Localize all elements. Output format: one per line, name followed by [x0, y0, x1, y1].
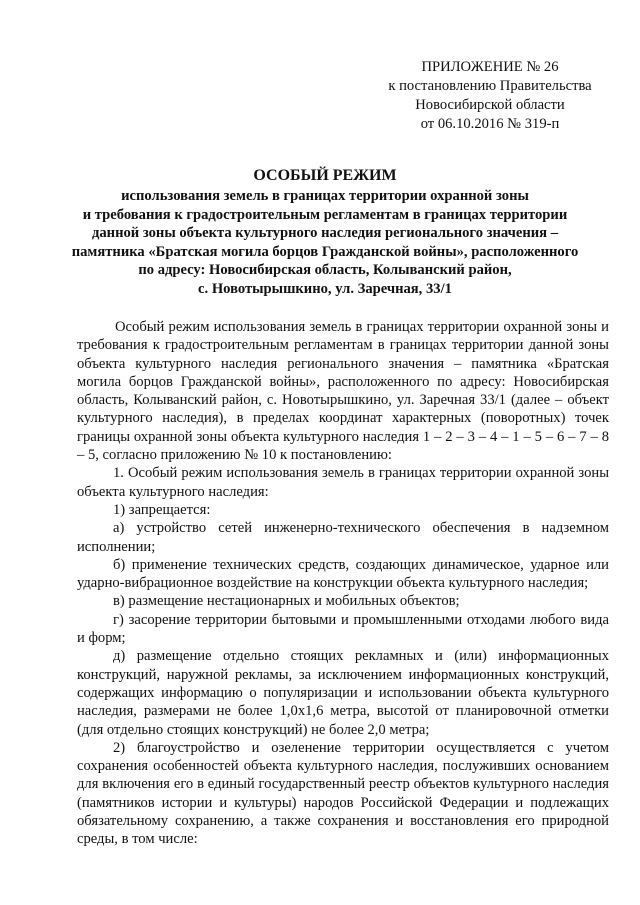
- appendix-header: [380, 58, 600, 134]
- paragraph-1: 1. Особый режим использования земель в границах территории охранной зоны объекта культурного наследия:: [77, 465, 609, 500]
- paragraph-v: в) размещение нестационарных и мобильных объектов;: [113, 593, 460, 610]
- paragraph-a: а) устройство сетей инженерно-технического обеспечения в надземном исполнении;: [77, 520, 609, 555]
- document-title: [60, 166, 590, 298]
- intro-paragraph: Особый режим использования земель в границах территории охранной зоны и требования к градостроительным регламентам в границах территории данной зоны объекта культурного наследия регионального значения – памятника «Братская могила борцов Гражданской войны», расположенного по адресу: Новосибирская область, Колыванский район, с. Новотырышкино, ул. Заречная 33/1 (далее – объект культурного наследия), в пределах координат характерных (поворотных) точек границы охранной зоны объекта культурного наследия 1 – 2 – 3 – 4 – 1 – 5 – 6 – 7 – 8 – 5, согласно приложению № 10 к постановлению:: [77, 319, 609, 464]
- title-line: данной зоны объекта культурного наследия регионального значения –: [91, 225, 558, 241]
- paragraph-2: 2) благоустройство и озеленение территории осуществляется с учетом сохранения особенностей объекта культурного наследия, послуживших основанием для включения его в единый государственный реестр объектов культурного наследия (памятников истории и культуры) народов Российской Федерации и подлежащих обязательному сохранению, а также сохранения и восстановления его природной среды, в том числе:: [77, 739, 609, 848]
- document-body: [77, 318, 609, 849]
- appendix-resolution-ref: к постановлению Правительства: [388, 78, 592, 94]
- appendix-number: ПРИЛОЖЕНИЕ № 26: [421, 59, 559, 75]
- title-line: и требования к градостроительным регламентам в границах территории: [82, 206, 568, 223]
- paragraph-1-1: 1) запрещается:: [113, 501, 211, 518]
- title-line: по адресу: Новосибирская область, Колыванский район,: [138, 262, 512, 278]
- appendix-region: Новосибирской области: [415, 97, 565, 113]
- paragraph-b: б) применение технических средств, создающих динамическое, ударное или ударно-вибрационное воздействие на конструкции объекта культурного наследия;: [77, 556, 609, 592]
- title-line: использования земель в границах территории охранной зоны: [121, 188, 529, 204]
- appendix-date-number: от 06.10.2016 № 319-п: [420, 116, 560, 132]
- title-line: с. Новотырышкино, ул. Заречная, 33/1: [198, 280, 452, 297]
- paragraph-g: г) засорение территории бытовыми и промышленными отходами любого вида и форм;: [77, 611, 609, 647]
- paragraph-d: д) размещение отдельно стоящих рекламных и (или) информационных конструкций, наружной рекламы, за исключением информационных конструкций, содержащих информацию о популяризации и использовании объекта культурного наследия, размерами не более 1,0х1,6 метра, высотой от планировочной отметки (для отдельно стоящих конструкций) не более 2,0 метра;: [77, 648, 609, 738]
- title-main: ОСОБЫЙ РЕЖИМ: [253, 167, 397, 184]
- title-line: памятника «Братская могила борцов Гражданской войны», расположенного: [71, 243, 579, 260]
